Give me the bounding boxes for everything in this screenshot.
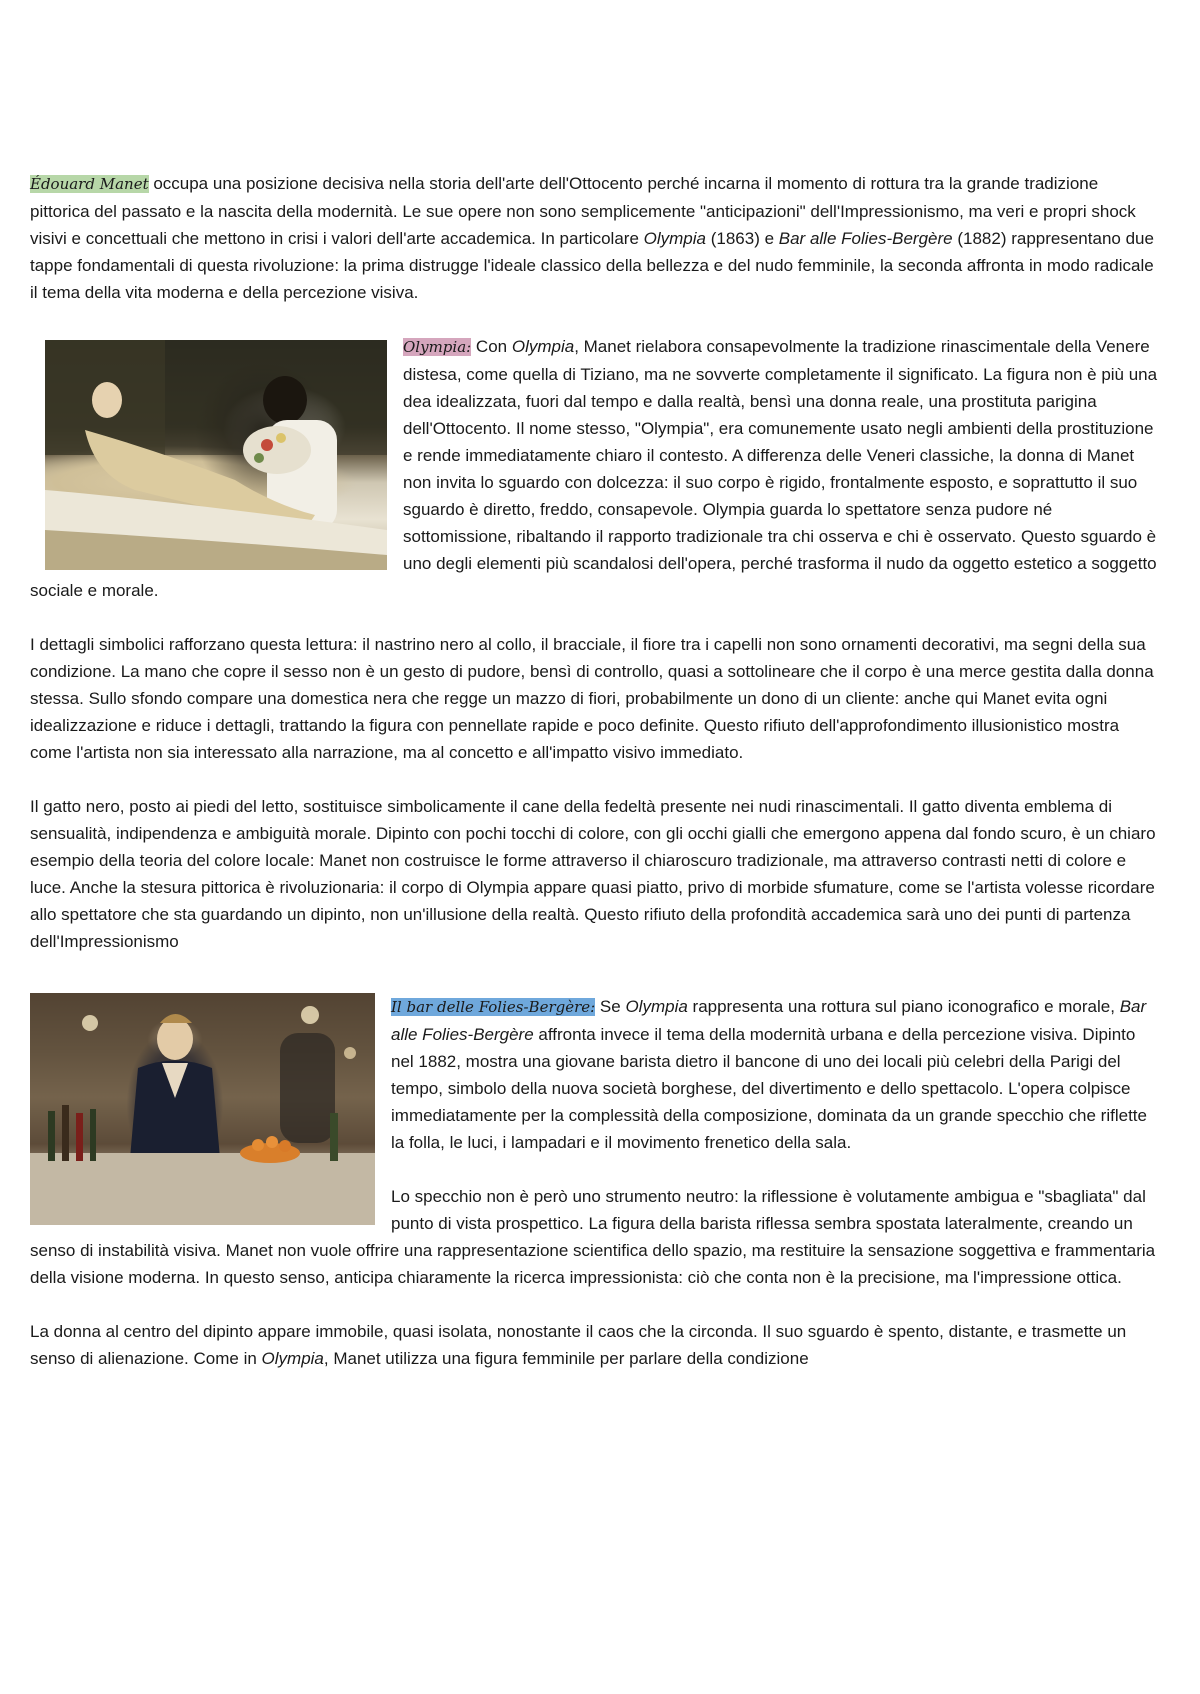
bar-text-3: affronta invece il tema della modernità urbana e della percezione visiva. Dipinto nel 1882, mostra una giovane barista dietro il bancone di uno dei locali più celebri della Parigi del tempo, simbolo della nuova società borghese, del divertimento e dello spettacolo. L'opera colpisce immediatamente per la complessità della composizione, dominata da un grande specchio che riflette la folla, le luci, i lampadari e il movimento frenetico della sala.: [391, 1025, 1147, 1152]
olympia-cat-paragraph: Il gatto nero, posto ai piedi del letto, sostituisce simbolicamente il cane della fedeltà presente nei nudi rinascimentali. Il gatto diventa emblema di sensualità, indipendenza e ambiguità morale. Dipinto con pochi tocchi di colore, con gli occhi gialli che emergono appena dal fondo scuro, è un chiaro esempio della teoria del colore locale: Manet non costruisce le forme attraverso il chiaroscuro tradizionale, ma attraverso contrasti netti di colore e luce. Anche la stesura pittorica è rivoluzionaria: il corpo di Olympia appare quasi piatto, privo di morbide sfumature, come se l'artista volesse ricordare allo spettatore che sta guardando un dipinto, non un'illusione della realtà. Questo rifiuto della profondità accademica sarà uno dei punti di partenza dell'Impressionismo: [30, 797, 1156, 951]
bar-woman-text-2: , Manet utilizza una figura femminile per parlare della condizione: [323, 1349, 809, 1368]
bar-title: Bar alle Folies-Bergère: [391, 997, 1147, 1044]
bar-mirror-paragraph: Lo specchio non è però uno strumento neutro: la riflessione è volutamente ambigua e "sbagliata" dal punto di vista prospettico. La figura della barista riflessa sembra spostata lateralmente, creando un senso di instabilità visiva. Manet non vuole offrire una rappresentazione scientifica dello spazio, ma restituire la sensazione soggettiva e frammentaria della visione moderna. In questo senso, anticipa chiaramente la ricerca impressionista: ciò che conta non è la precisione, ma l'impressione ottica.: [30, 1187, 1156, 1287]
intro-paragraph: [30, 170, 1160, 306]
manet-highlight: Édouard Manet: [30, 175, 149, 193]
bar-woman-paragraph: [30, 1318, 1160, 1372]
bar-text-2: rappresenta una rottura sul piano iconografico e morale,: [687, 997, 1120, 1016]
bar-olympia-title: Olympia: [625, 997, 688, 1016]
bar-woman-olympia-title: Olympia: [261, 1349, 324, 1368]
olympia-details-paragraph: I dettagli simbolici rafforzano questa lettura: il nastrino nero al collo, il bracciale, il fiore tra i capelli non sono ornamenti decorativi, ma segni della sua condizione. La mano che copre il sesso non è un gesto di pudore, bensì di controllo, quasi a sottolineare che il corpo è una merce gestita dalla donna stessa. Sullo sfondo compare una domestica nera che regge un mazzo di fiori, probabilmente un dono di un cliente: anche qui Manet evita ogni idealizzazione e riduce i dettagli, trattando la figura con pennellate rapide e poco definite. Questo rifiuto dell'approfondimento illusionistico mostra come l'artista non sia interessato alla narrazione, ma al concetto e all'impatto visivo immediato.: [30, 635, 1154, 762]
bar-highlight: Il bar delle Folies-Bergère:: [391, 998, 596, 1016]
olympia-painting-image: [45, 340, 387, 570]
bar-text-1: Se: [595, 997, 626, 1016]
intro-text-3: (1882) rappresentano due tappe fondamentali di questa rivoluzione: la prima distrugge l'ideale classico della bellezza e del nudo femminile, la seconda affronta in modo radicale il tema della vita moderna e della percezione visiva.: [30, 229, 1154, 302]
intro-olympia-title: Olympia: [643, 229, 706, 248]
intro-text-2: (1863) e: [706, 229, 779, 248]
olympia-text-2: , Manet rielabora consapevolmente la tradizione rinascimentale della Venere distesa, come quella di Tiziano, ma ne sovverte completamente il significato. La figura non è più una dea idealizzata, fuori dal tempo e dalla realtà, bensì una donna reale, una prostituta parigina dell'Ottocento. Il nome stesso, "Olympia", era comunemente usato negli ambienti della prostituzione e rende immediatamente chiaro il contesto. A differenza delle Veneri classiche, la donna di Manet non invita lo sguardo con dolcezza: il suo corpo è rigido, frontalmente esposto, e soprattutto il suo sguardo è diretto, freddo, consapevole. Olympia guarda lo spettatore senza pudore né sottomissione, ribaltando il rapporto tradizionale tra chi osserva e chi è osservato. Questo sguardo è uno degli elementi più scandalosi dell'opera, perché trasforma il nudo da oggetto estetico a soggetto sociale e morale.: [30, 337, 1158, 600]
olympia-highlight: Olympia:: [403, 338, 472, 356]
olympia-title: Olympia: [511, 337, 575, 356]
bar-painting-svg: [30, 993, 375, 1225]
intro-text-1: occupa una posizione decisiva nella storia dell'arte dell'Ottocento perché incarna il momento di rottura tra la grande tradizione pittorica del passato e la nascita della modernità. Le sue opere non sono semplicemente "anticipazioni" dell'Impressionismo, ma veri e propri shock visivi e concettuali che mettono in crisi i valori dell'arte accademica. In particolare: [30, 174, 1136, 248]
bar-folies-bergere-painting-image: [30, 993, 375, 1225]
intro-bar-title: Bar alle Folies-Bergère: [778, 229, 953, 248]
olympia-painting-svg: [45, 340, 387, 570]
olympia-text-1: Con: [471, 337, 512, 356]
bar-woman-text-1: La donna al centro del dipinto appare immobile, quasi isolata, nonostante il caos che la circonda. Il suo sguardo è spento, distante, e trasmette un senso di alienazione. Come in: [30, 1322, 1127, 1368]
